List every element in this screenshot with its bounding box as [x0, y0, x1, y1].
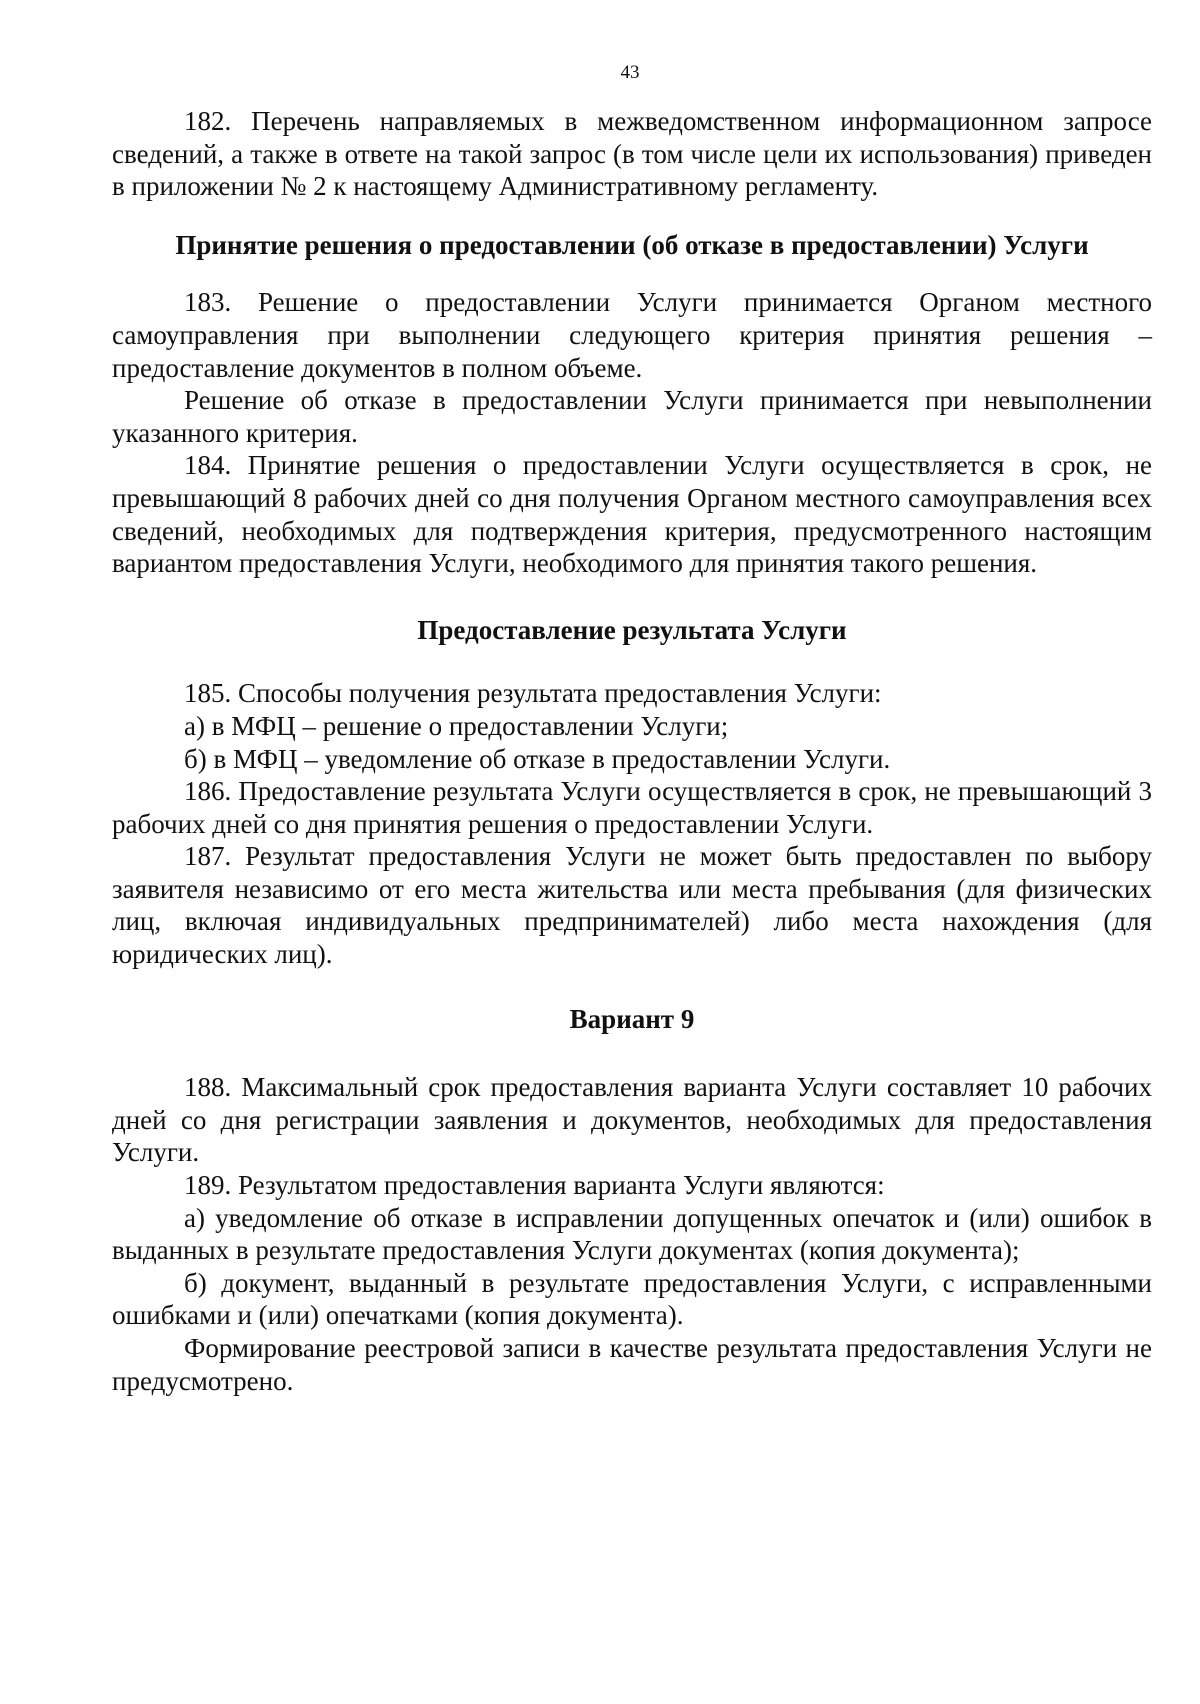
- paragraph-189: 189. Результатом предоставления варианта Услуги являются:: [184, 1170, 885, 1201]
- document-body: [112, 105, 1152, 1397]
- paragraph-185-b: б) в МФЦ – уведомление об отказе в предоставлении Услуги.: [184, 743, 891, 774]
- paragraph-183-refusal: Решение об отказе в предоставлении Услуги принимается при невыполнении указанного критерия.: [112, 385, 1152, 448]
- paragraph-187: 187. Результат предоставления Услуги не может быть предоставлен по выбору заявителя независимо от его места жительства или места пребывания (для физических лиц, включая индивидуальных предпринимателей) либо места нахождения (для юридических лиц).: [112, 841, 1152, 970]
- paragraph-185: 185. Способы получения результата предоставления Услуги:: [184, 678, 882, 709]
- paragraph-188: 188. Максимальный срок предоставления варианта Услуги составляет 10 рабочих дней со дня регистрации заявления и документов, необходимых для предоставления Услуги.: [112, 1072, 1152, 1168]
- paragraph-189-a: а) уведомление об отказе в исправлении допущенных опечаток и (или) ошибок в выданных в результате предоставления Услуги документах (копия документа);: [112, 1202, 1152, 1266]
- paragraph-186: 186. Предоставление результата Услуги осуществляется в срок, не превышающий 3 рабочих дней со дня принятия решения о предоставлении Услуги.: [112, 776, 1152, 839]
- paragraph-189-c: Формирование реестровой записи в качестве результата предоставления Услуги не предусмотрено.: [112, 1333, 1152, 1396]
- section-heading-result: Предоставление результата Услуги: [417, 614, 847, 645]
- paragraph-185-a: а) в МФЦ – решение о предоставлении Услуги;: [184, 710, 729, 741]
- section-heading-variant: Вариант 9: [569, 1003, 695, 1034]
- paragraph-184: 184. Принятие решения о предоставлении Услуги осуществляется в срок, не превышающий 8 рабочих дней со дня получения Органом местного самоуправления всех сведений, необходимых для подтверждения критерия, предусмотренного настоящим вариантом предоставления Услуги, необходимого для принятия такого решения.: [112, 450, 1152, 579]
- paragraph-189-b: б) документ, выданный в результате предоставления Услуги, с исправленными ошибками и (или) опечатками (копия документа).: [112, 1267, 1152, 1331]
- page-number: 43: [620, 62, 640, 83]
- paragraph-182: 182. Перечень направляемых в межведомственном информационном запросе сведений, а также в ответе на такой запрос (в том числе цели их использования) приведен в приложении № 2 к настоящему Административному регламенту.: [112, 106, 1152, 202]
- section-heading-decision: Принятие решения о предоставлении (об отказе в предоставлении) Услуги: [175, 229, 1089, 260]
- paragraph-183: 183. Решение о предоставлении Услуги принимается Органом местного самоуправления при выполнении следующего критерия принятия решения – предоставление документов в полном объеме.: [112, 287, 1152, 383]
